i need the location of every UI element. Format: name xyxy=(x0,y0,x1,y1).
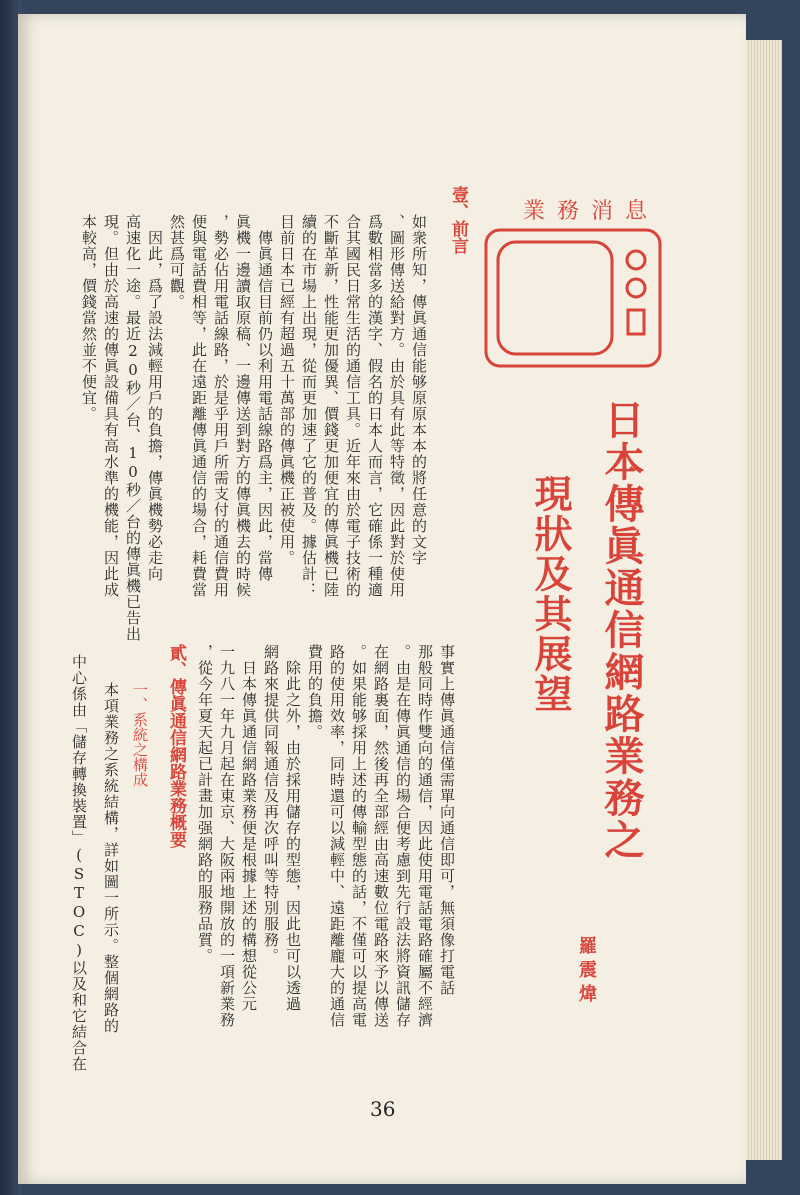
body-column: 然甚爲可觀。 xyxy=(168,214,186,310)
body-column: 。由是在傳眞通信的場合便考慮到先行設法將資訊儲存 xyxy=(394,644,412,1028)
body-column: 那般同時作雙向的通信，因此使用電話電路確屬不經濟 xyxy=(416,644,434,1028)
body-column: 傳眞通信目前仍以利用電話線路爲主，因此，當傳 xyxy=(256,214,274,582)
body-column: 高速化一途。最近20秒／台、10秒／台的傳眞機已告出 xyxy=(124,214,142,642)
body-column: 除此之外，由於採用儲存的型態，因此也可以透過 xyxy=(284,644,302,1012)
television-icon xyxy=(478,222,668,382)
article-subtitle: 現狀及其展望 xyxy=(528,474,573,714)
body-column: 網路來提供同報通信及再次呼叫等特別服務。 xyxy=(262,644,280,964)
page-number: 36 xyxy=(370,1097,396,1121)
body-column: 費用的負擔。 xyxy=(306,644,324,740)
body-column: 便與電話費相等，此在遠距離傳眞通信的場合，耗費當 xyxy=(190,214,208,598)
body-column: 眞機一邊讀取原稿、一邊傳送到對方的傳眞機去的時候 xyxy=(234,214,252,598)
body-column: 、圖形傳送給對方。由於具有此等特徵，因此對於使用 xyxy=(388,214,406,598)
section1-heading: 壹、前言 xyxy=(448,186,468,254)
body-column: 本項業務之系統結構，詳如圖一所示。整個網路的 xyxy=(102,682,120,1034)
body-column: 續的在市場上出現，從而更加速了它的普及。據估計： xyxy=(300,214,318,598)
page-edges xyxy=(746,40,782,1160)
body-column: 因此，爲了設法減輕用戶的負擔，傳眞機勢必走向 xyxy=(146,214,164,582)
section2-heading: 貳、傳眞通信網路業務概要 xyxy=(166,644,186,848)
body-column: 日本傳眞通信網路業務便是根據上述的構想從公元 xyxy=(240,644,258,1012)
body-column: 目前日本已經有超過五十萬部的傳眞機正被使用。 xyxy=(278,214,296,566)
book-page xyxy=(18,14,746,1184)
body-column: 現。但由於高速的傳眞設備具有高水準的機能，因此成 xyxy=(102,214,120,598)
body-column: 中心係由「儲存轉換裝置」(STOC)以及和它結合在 xyxy=(70,654,88,1072)
body-column: 本較高，價錢當然並不便宜。 xyxy=(80,214,98,422)
body-column: 一九八一年九月起在東京、大阪兩地開放的一項新業務 xyxy=(218,644,236,1028)
body-column: 事實上傳眞通信僅需單向通信即可，無須像打電話 xyxy=(438,644,456,996)
body-column: 合其國民日常生活的通信工具。近年來由於電子技術的 xyxy=(344,214,362,598)
author-name: 羅震煒 xyxy=(576,936,597,1008)
body-column: ，勢必佔用電話線路，於是乎用戶所需支付的通信費用 xyxy=(212,214,230,598)
body-column: 在網路裏面，然後再全部經由高速數位電路來予以傳送 xyxy=(372,644,390,1028)
body-column: 爲數相當多的漢字、假名的日本人而言，它確係一種適 xyxy=(366,214,384,598)
body-column: 路的使用效率，同時還可以減輕中、遠距離龐大的通信 xyxy=(328,644,346,1028)
body-column: 如衆所知，傳眞通信能够原原本本的將任意的文字 xyxy=(410,214,428,566)
body-column: 。如果能够採用上述的傳輸型態的話，不僅可以提高電 xyxy=(350,644,368,1028)
article-title: 日本傳眞通信網路業務之 xyxy=(598,399,645,861)
header-label: 業務消息 xyxy=(523,199,660,224)
body-column: 不斷革新，性能更加優異、價錢更加便宜的傳眞機已陸 xyxy=(322,214,340,598)
section2-subheading: 一、系統之構成 xyxy=(131,682,149,787)
body-column: ，從今年夏天起已計畫加强網路的服務品質。 xyxy=(196,644,214,964)
